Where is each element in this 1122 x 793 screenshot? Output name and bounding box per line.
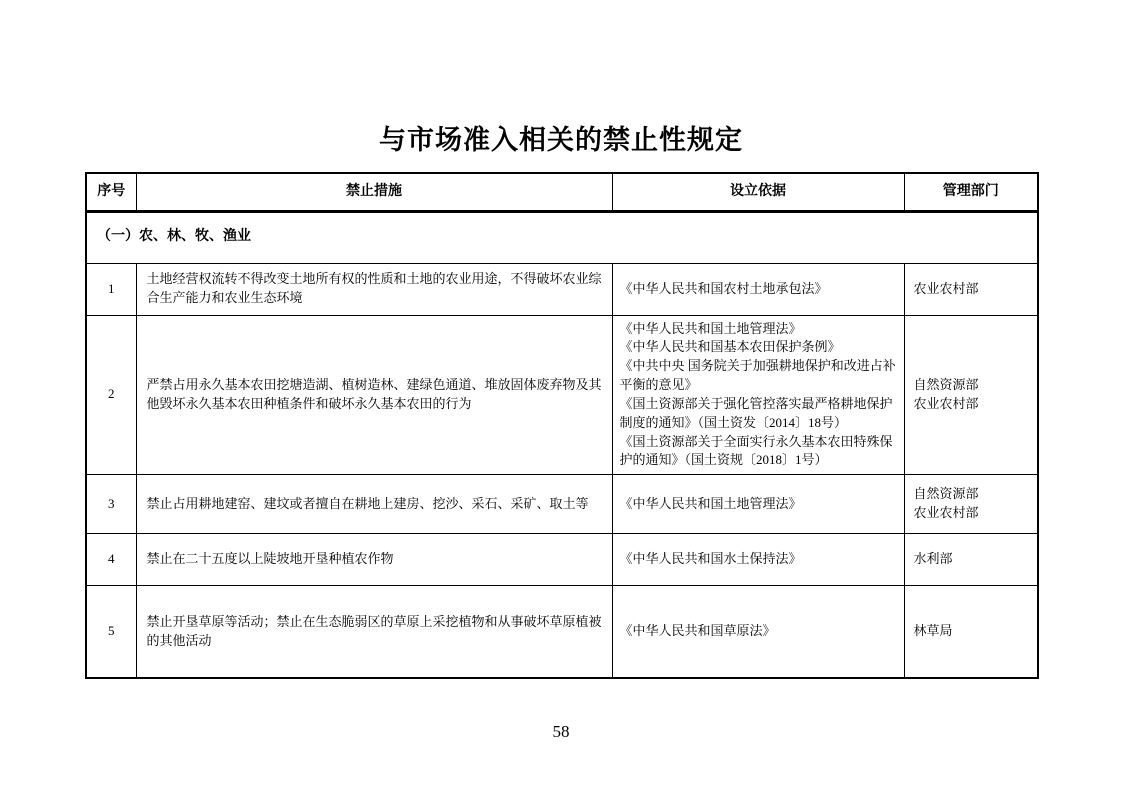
measure-cell: 禁止开垦草原等活动；禁止在生态脆弱区的草原上采挖植物和从事破坏草原植被的其他活动 [136, 586, 612, 678]
basis-cell [612, 586, 904, 678]
basis-line: 《中共中央 国务院关于加强耕地保护和改进占补平衡的意见》 [619, 358, 896, 393]
table-header-row [86, 173, 1038, 211]
page-number: 58 [552, 722, 570, 741]
row-number-cell: 3 [86, 475, 136, 534]
department-line: 农业农村部 [913, 395, 979, 411]
department-cell [904, 315, 1038, 475]
basis-line: 《中华人民共和国水土保持法》 [619, 551, 802, 567]
department-cell [904, 586, 1038, 678]
measure-cell: 禁止在二十五度以上陡坡地开垦种植农作物 [136, 534, 612, 586]
measure-cell: 严禁占用永久基本农田挖塘造湖、植树造林、建绿色通道、堆放固体废弃物及其他毁坏永久基本农田种植条件和破坏永久基本农田的行为 [136, 315, 612, 475]
table-row [86, 315, 1038, 475]
basis-line: 《国土资源部关于强化管控落实最严格耕地保护制度的通知》（国土资发〔2014〕18号） [619, 395, 893, 430]
table-row [86, 586, 1038, 678]
measure-cell: 禁止占用耕地建窑、建坟或者擅自在耕地上建房、挖沙、采石、采矿、取土等 [136, 475, 612, 534]
page-title: 与市场准入相关的禁止性规定 [379, 125, 743, 155]
row-number-cell: 4 [86, 534, 136, 586]
department-line: 农业农村部 [913, 505, 979, 521]
header-measure: 禁止措施 [136, 173, 612, 211]
header-basis: 设立依据 [612, 173, 904, 211]
basis-line: 《国土资源部关于全面实行永久基本农田特殊保护的通知》（国土资规〔2018〕1号） [619, 433, 893, 468]
department-line: 农业农村部 [913, 280, 979, 296]
measure-cell: 土地经营权流转不得改变土地所有权的性质和土地的农业用途，不得破坏农业综合生产能力和农业生态环境 [136, 263, 612, 315]
department-line: 水利部 [913, 551, 953, 567]
row-number-cell: 2 [86, 315, 136, 475]
basis-line: 《中华人民共和国土地管理法》 [619, 495, 802, 511]
basis-cell [612, 263, 904, 315]
department-line: 自然资源部 [913, 377, 979, 393]
regulations-table [85, 172, 1039, 679]
table-row [86, 534, 1038, 586]
basis-cell [612, 534, 904, 586]
table-row [86, 475, 1038, 534]
department-line: 林草局 [913, 623, 953, 639]
basis-line: 《中华人民共和国农村土地承包法》 [619, 280, 828, 296]
row-number-cell: 1 [86, 263, 136, 315]
basis-cell [612, 475, 904, 534]
department-cell [904, 263, 1038, 315]
basis-cell [612, 315, 904, 475]
header-department: 管理部门 [904, 173, 1038, 211]
section-row [86, 211, 1038, 263]
basis-line: 《中华人民共和国土地管理法》 [619, 320, 802, 336]
department-line: 自然资源部 [913, 486, 979, 502]
row-number-cell: 5 [86, 586, 136, 678]
basis-line: 《中华人民共和国基本农田保护条例》 [619, 339, 841, 355]
header-no: 序号 [86, 173, 136, 211]
table-row [86, 263, 1038, 315]
department-cell [904, 534, 1038, 586]
department-cell [904, 475, 1038, 534]
basis-line: 《中华人民共和国草原法》 [619, 623, 776, 639]
section-title: （一）农、林、牧、渔业 [86, 211, 1038, 263]
